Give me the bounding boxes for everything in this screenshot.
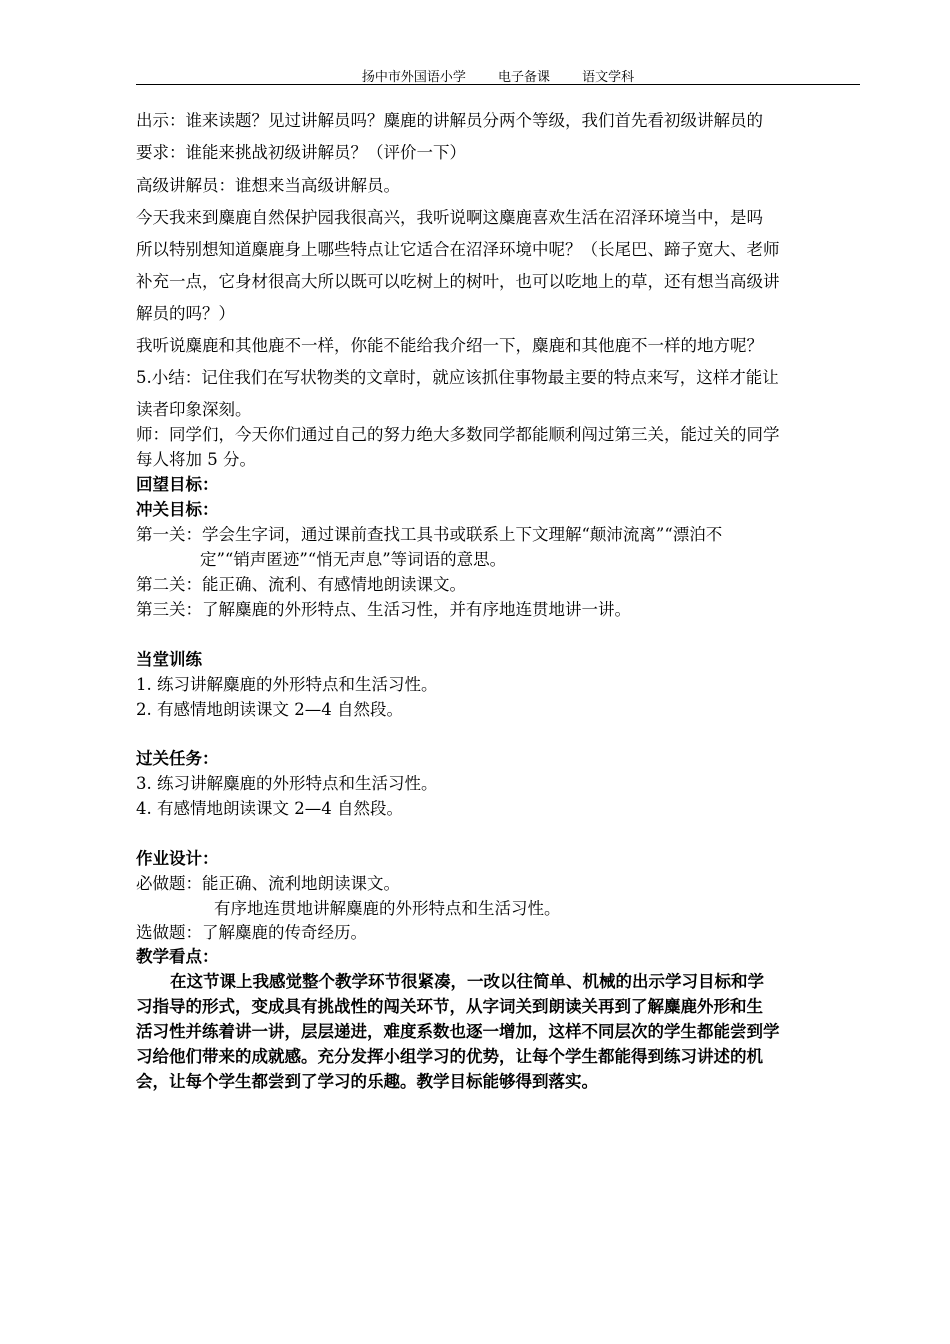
body-line: 补充一点，它身材很高大所以既可以吃树上的树叶，也可以吃地上的草，还有想当高级讲 — [136, 272, 780, 291]
homework-required-cont: 有序地连贯地讲解麋鹿的外形特点和生活习性。 — [214, 899, 561, 918]
body-line: 今天我来到麋鹿自然保护园我很高兴，我听说啊这麋鹿喜欢生活在沼泽环境当中，是吗 — [136, 208, 763, 227]
page-header — [136, 66, 860, 85]
body-line: 解员的吗？） — [136, 304, 235, 323]
task-item: 3. 练习讲解麋鹿的外形特点和生活习性。 — [136, 774, 438, 793]
training-item: 1. 练习讲解麋鹿的外形特点和生活习性。 — [136, 675, 438, 694]
body-line: 所以特别想知道麋鹿身上哪些特点让它适合在沼泽环境中呢？（长尾巴、蹄子宽大、老师 — [136, 240, 780, 259]
level-1-goal: 第一关：学会生字词，通过课前查找工具书或联系上下文理解“颠沛流离”“漂泊不 — [136, 525, 723, 544]
body-line: 读者印象深刻。 — [136, 400, 252, 419]
level-3-goal: 第三关：了解麋鹿的外形特点、生活习性，并有序地连贯地讲一讲。 — [136, 600, 631, 619]
header-rule — [136, 84, 860, 85]
body-line: 师：同学们，今天你们通过自己的努力绝大多数同学都能顺利闯过第三关，能过关的同学 — [136, 425, 780, 444]
highlights-line: 会，让每个学生都尝到了学习的乐趣。教学目标能够得到落实。 — [136, 1072, 598, 1091]
level-2-goal: 第二关：能正确、流利、有感情地朗读课文。 — [136, 575, 466, 594]
body-line: 我听说麋鹿和其他鹿不一样，你能不能给我介绍一下，麋鹿和其他鹿不一样的地方呢？ — [136, 336, 763, 355]
training-item: 2. 有感情地朗读课文 2—4 自然段。 — [136, 700, 403, 719]
body-line: 要求：谁能来挑战初级讲解员？（评价一下） — [136, 143, 466, 162]
review-goals-heading: 回望目标： — [136, 475, 219, 494]
level-1-goal-cont: 定”“销声匿迹”“悄无声息”等词语的意思。 — [200, 550, 507, 569]
training-heading: 当堂训练 — [136, 650, 202, 669]
highlights-line: 习给他们带来的成就感。充分发挥小组学习的优势，让每个学生都能得到练习讲述的机 — [136, 1047, 763, 1066]
header-subject: 语文学科 — [582, 70, 635, 85]
body-line: 高级讲解员：谁想来当高级讲解员。 — [136, 176, 400, 195]
body-line: 每人将加 5 分。 — [136, 450, 256, 469]
body-line: 5.小结：记住我们在写状物类的文章时，就应该抓住事物最主要的特点来写，这样才能让 — [136, 368, 779, 387]
highlights-line: 习指导的形式，变成具有挑战性的闯关环节，从字词关到朗读关再到了解麋鹿外形和生 — [136, 997, 763, 1016]
highlights-line: 在这节课上我感觉整个教学环节很紧凑，一改以往简单、机械的出示学习目标和学 — [170, 972, 764, 991]
task-item: 4. 有感情地朗读课文 2—4 自然段。 — [136, 799, 403, 818]
homework-required: 必做题：能正确、流利地朗读课文。 — [136, 874, 400, 893]
highlights-line: 活习性并练着讲一讲，层层递进，难度系数也逐一增加，这样不同层次的学生都能尝到学 — [136, 1022, 780, 1041]
header-school: 扬中市外国语小学 — [361, 70, 466, 85]
challenge-goals-heading: 冲关目标： — [136, 500, 219, 519]
header-type: 电子备课 — [497, 70, 550, 85]
homework-optional: 选做题：了解麋鹿的传奇经历。 — [136, 923, 367, 942]
body-line: 出示：谁来读题？见过讲解员吗？麋鹿的讲解员分两个等级，我们首先看初级讲解员的 — [136, 111, 763, 130]
tasks-heading: 过关任务： — [136, 749, 219, 768]
highlights-heading: 教学看点： — [136, 947, 219, 966]
homework-heading: 作业设计： — [136, 849, 219, 868]
